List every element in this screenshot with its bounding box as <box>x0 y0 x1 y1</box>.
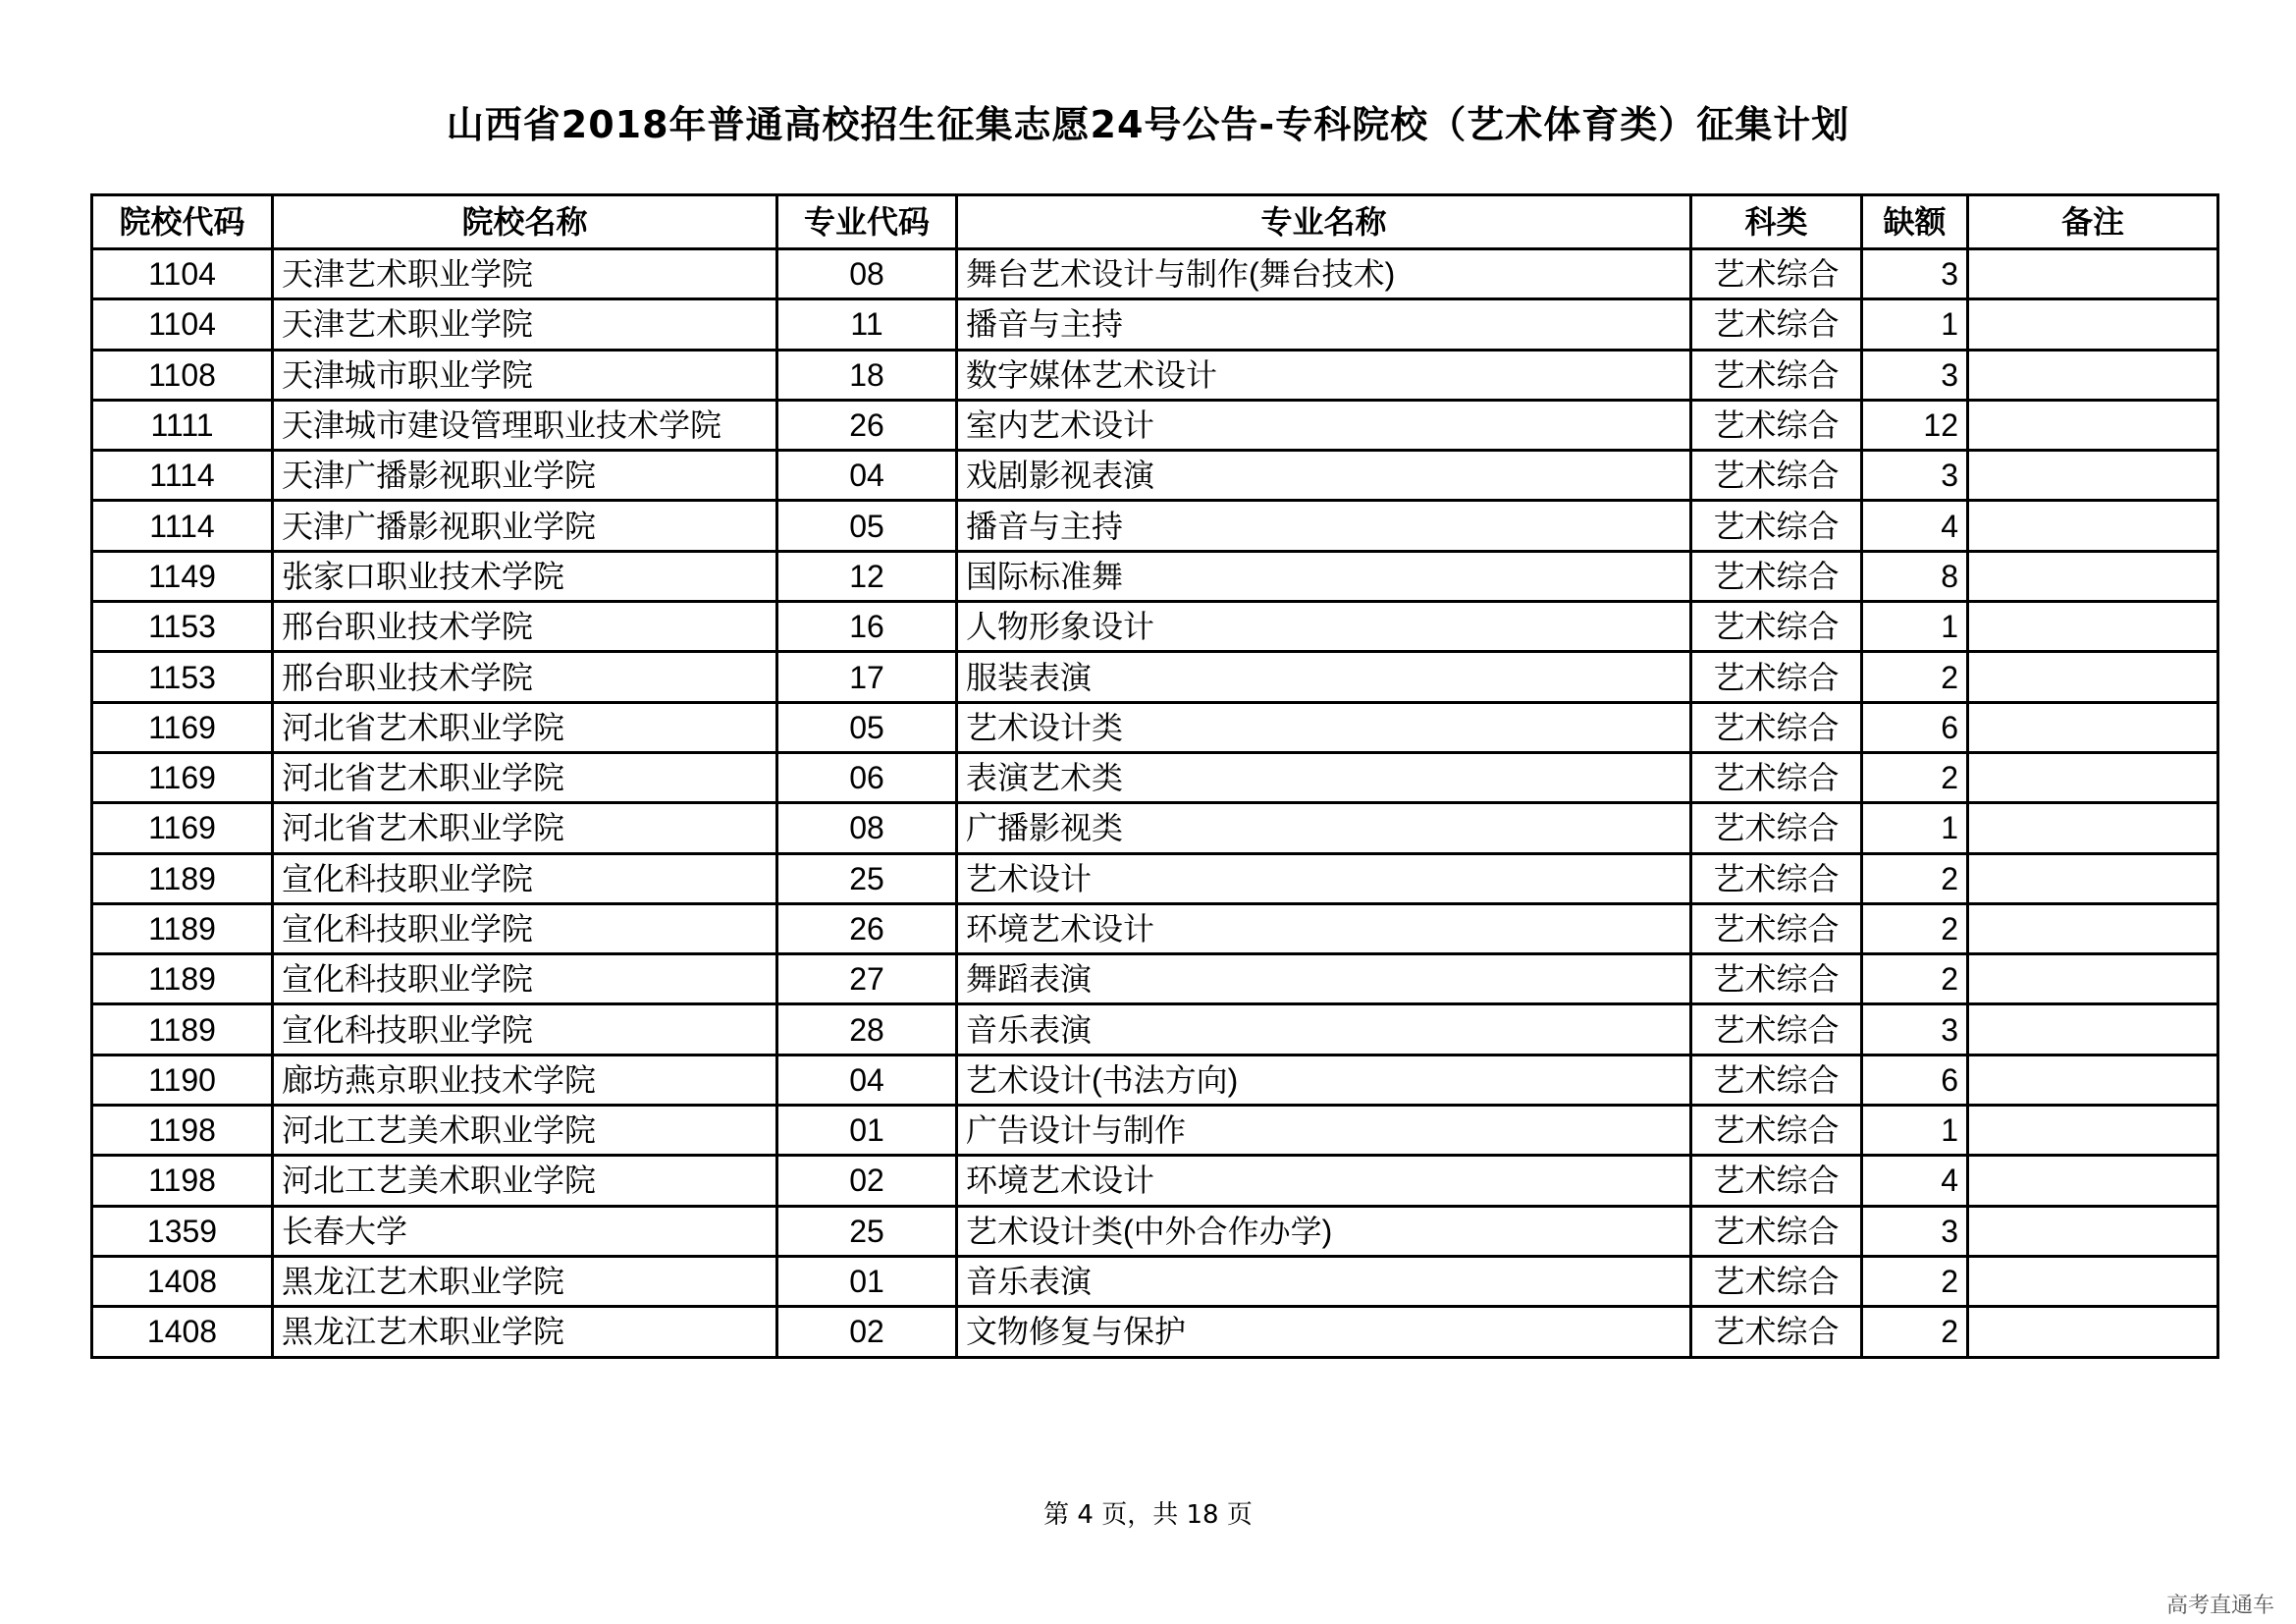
cell-major-code: 05 <box>777 501 957 551</box>
cell-category: 艺术综合 <box>1691 803 1862 853</box>
cell-major-name: 艺术设计类 <box>957 702 1691 752</box>
cell-vacancy: 12 <box>1862 400 1968 450</box>
table-row <box>92 602 2218 652</box>
cell-major-code: 05 <box>777 702 957 752</box>
cell-vacancy: 2 <box>1862 652 1968 702</box>
cell-major-code: 01 <box>777 1106 957 1156</box>
cell-major-code: 02 <box>777 1156 957 1206</box>
cell-remark <box>1968 954 2218 1004</box>
table-row <box>92 903 2218 953</box>
table-row <box>92 954 2218 1004</box>
cell-school-name: 天津广播影视职业学院 <box>273 451 777 501</box>
table-row <box>92 702 2218 752</box>
cell-category: 艺术综合 <box>1691 1156 1862 1206</box>
cell-major-name: 舞蹈表演 <box>957 954 1691 1004</box>
cell-school-code: 1189 <box>92 853 273 903</box>
cell-school-code: 1189 <box>92 954 273 1004</box>
cell-major-name: 人物形象设计 <box>957 602 1691 652</box>
cell-school-name: 黑龙江艺术职业学院 <box>273 1307 777 1357</box>
cell-vacancy: 1 <box>1862 602 1968 652</box>
cell-vacancy: 1 <box>1862 803 1968 853</box>
cell-remark <box>1968 249 2218 299</box>
table-row <box>92 451 2218 501</box>
cell-vacancy: 3 <box>1862 350 1968 400</box>
cell-school-name: 宣化科技职业学院 <box>273 954 777 1004</box>
cell-vacancy: 4 <box>1862 1156 1968 1206</box>
cell-category: 艺术综合 <box>1691 299 1862 350</box>
cell-major-name: 广播影视类 <box>957 803 1691 853</box>
cell-school-name: 天津广播影视职业学院 <box>273 501 777 551</box>
table-row <box>92 1004 2218 1055</box>
cell-remark <box>1968 853 2218 903</box>
cell-remark <box>1968 752 2218 802</box>
cell-school-name: 宣化科技职业学院 <box>273 1004 777 1055</box>
cell-school-name: 天津艺术职业学院 <box>273 249 777 299</box>
cell-major-name: 音乐表演 <box>957 1256 1691 1306</box>
cell-major-code: 08 <box>777 249 957 299</box>
cell-category: 艺术综合 <box>1691 1106 1862 1156</box>
cell-category: 艺术综合 <box>1691 501 1862 551</box>
cell-major-name: 环境艺术设计 <box>957 903 1691 953</box>
header-vacancy: 缺额 <box>1862 195 1968 249</box>
document-title: 山西省2018年普通高校招生征集志愿24号公告-专科院校（艺术体育类）征集计划 <box>446 103 1850 146</box>
cell-vacancy: 2 <box>1862 954 1968 1004</box>
cell-category: 艺术综合 <box>1691 652 1862 702</box>
cell-major-code: 04 <box>777 451 957 501</box>
cell-major-code: 06 <box>777 752 957 802</box>
page-number: 第 4 页，共 18 页 <box>1043 1500 1253 1530</box>
cell-category: 艺术综合 <box>1691 853 1862 903</box>
cell-school-name: 邢台职业技术学院 <box>273 602 777 652</box>
cell-school-code: 1114 <box>92 451 273 501</box>
table-row <box>92 501 2218 551</box>
table-row <box>92 350 2218 400</box>
cell-major-name: 表演艺术类 <box>957 752 1691 802</box>
cell-remark <box>1968 350 2218 400</box>
cell-vacancy: 2 <box>1862 853 1968 903</box>
cell-category: 艺术综合 <box>1691 954 1862 1004</box>
table-row <box>92 803 2218 853</box>
cell-school-code: 1104 <box>92 299 273 350</box>
cell-major-code: 26 <box>777 400 957 450</box>
cell-school-name: 河北省艺术职业学院 <box>273 752 777 802</box>
cell-remark <box>1968 1307 2218 1357</box>
cell-school-name: 河北省艺术职业学院 <box>273 702 777 752</box>
cell-category: 艺术综合 <box>1691 903 1862 953</box>
cell-major-code: 18 <box>777 350 957 400</box>
cell-school-code: 1153 <box>92 652 273 702</box>
header-major-name: 专业名称 <box>957 195 1691 249</box>
table-row <box>92 1307 2218 1357</box>
header-school-code: 院校代码 <box>92 195 273 249</box>
cell-vacancy: 3 <box>1862 1206 1968 1256</box>
cell-remark <box>1968 1156 2218 1206</box>
cell-remark <box>1968 1106 2218 1156</box>
cell-school-code: 1359 <box>92 1206 273 1256</box>
cell-school-code: 1169 <box>92 702 273 752</box>
cell-remark <box>1968 702 2218 752</box>
cell-remark <box>1968 551 2218 601</box>
cell-school-name: 邢台职业技术学院 <box>273 652 777 702</box>
cell-major-name: 文物修复与保护 <box>957 1307 1691 1357</box>
cell-vacancy: 4 <box>1862 501 1968 551</box>
cell-school-name: 宣化科技职业学院 <box>273 853 777 903</box>
cell-major-code: 11 <box>777 299 957 350</box>
table-row <box>92 652 2218 702</box>
cell-vacancy: 2 <box>1862 752 1968 802</box>
cell-major-name: 播音与主持 <box>957 501 1691 551</box>
cell-school-code: 1104 <box>92 249 273 299</box>
cell-remark <box>1968 1004 2218 1055</box>
cell-major-name: 舞台艺术设计与制作(舞台技术) <box>957 249 1691 299</box>
cell-school-name: 张家口职业技术学院 <box>273 551 777 601</box>
cell-category: 艺术综合 <box>1691 451 1862 501</box>
table-row <box>92 1256 2218 1306</box>
cell-remark <box>1968 400 2218 450</box>
cell-school-name: 天津艺术职业学院 <box>273 299 777 350</box>
cell-category: 艺术综合 <box>1691 551 1862 601</box>
cell-major-code: 16 <box>777 602 957 652</box>
cell-major-name: 环境艺术设计 <box>957 1156 1691 1206</box>
cell-category: 艺术综合 <box>1691 1055 1862 1105</box>
cell-category: 艺术综合 <box>1691 752 1862 802</box>
cell-remark <box>1968 501 2218 551</box>
table-row <box>92 853 2218 903</box>
cell-school-code: 1153 <box>92 602 273 652</box>
cell-vacancy: 2 <box>1862 1307 1968 1357</box>
cell-major-name: 服装表演 <box>957 652 1691 702</box>
cell-school-code: 1189 <box>92 1004 273 1055</box>
header-school-name: 院校名称 <box>273 195 777 249</box>
cell-vacancy: 2 <box>1862 903 1968 953</box>
cell-major-code: 02 <box>777 1307 957 1357</box>
header-remark: 备注 <box>1968 195 2218 249</box>
cell-school-name: 天津城市建设管理职业技术学院 <box>273 400 777 450</box>
cell-school-code: 1190 <box>92 1055 273 1105</box>
cell-category: 艺术综合 <box>1691 1256 1862 1306</box>
cell-major-code: 26 <box>777 903 957 953</box>
table-row <box>92 1106 2218 1156</box>
cell-school-code: 1198 <box>92 1106 273 1156</box>
table-row <box>92 752 2218 802</box>
cell-vacancy: 6 <box>1862 702 1968 752</box>
table-header-row <box>92 195 2218 249</box>
cell-vacancy: 3 <box>1862 249 1968 299</box>
cell-major-name: 艺术设计类(中外合作办学) <box>957 1206 1691 1256</box>
cell-vacancy: 2 <box>1862 1256 1968 1306</box>
cell-major-code: 25 <box>777 853 957 903</box>
cell-school-name: 河北省艺术职业学院 <box>273 803 777 853</box>
cell-remark <box>1968 903 2218 953</box>
enrollment-plan-table <box>90 193 2219 1359</box>
cell-major-name: 音乐表演 <box>957 1004 1691 1055</box>
table-row <box>92 249 2218 299</box>
cell-category: 艺术综合 <box>1691 702 1862 752</box>
cell-major-code: 08 <box>777 803 957 853</box>
cell-category: 艺术综合 <box>1691 1004 1862 1055</box>
cell-major-name: 艺术设计 <box>957 853 1691 903</box>
cell-vacancy: 1 <box>1862 1106 1968 1156</box>
cell-school-name: 河北工艺美术职业学院 <box>273 1106 777 1156</box>
cell-major-name: 室内艺术设计 <box>957 400 1691 450</box>
cell-major-name: 数字媒体艺术设计 <box>957 350 1691 400</box>
cell-school-code: 1189 <box>92 903 273 953</box>
table-row <box>92 1055 2218 1105</box>
cell-school-code: 1108 <box>92 350 273 400</box>
cell-category: 艺术综合 <box>1691 350 1862 400</box>
cell-school-code: 1169 <box>92 752 273 802</box>
watermark: 高考直通车 <box>2165 1594 2274 1618</box>
header-category: 科类 <box>1691 195 1862 249</box>
cell-major-name: 戏剧影视表演 <box>957 451 1691 501</box>
cell-major-name: 艺术设计(书法方向) <box>957 1055 1691 1105</box>
cell-school-code: 1114 <box>92 501 273 551</box>
cell-major-code: 04 <box>777 1055 957 1105</box>
cell-school-code: 1149 <box>92 551 273 601</box>
cell-vacancy: 8 <box>1862 551 1968 601</box>
cell-category: 艺术综合 <box>1691 1206 1862 1256</box>
cell-vacancy: 6 <box>1862 1055 1968 1105</box>
table-row <box>92 1156 2218 1206</box>
cell-school-name: 长春大学 <box>273 1206 777 1256</box>
table-row <box>92 551 2218 601</box>
cell-remark <box>1968 1256 2218 1306</box>
cell-remark <box>1968 451 2218 501</box>
cell-category: 艺术综合 <box>1691 602 1862 652</box>
cell-major-name: 国际标准舞 <box>957 551 1691 601</box>
cell-school-name: 河北工艺美术职业学院 <box>273 1156 777 1206</box>
cell-school-code: 1111 <box>92 400 273 450</box>
cell-major-code: 28 <box>777 1004 957 1055</box>
cell-category: 艺术综合 <box>1691 400 1862 450</box>
cell-major-name: 播音与主持 <box>957 299 1691 350</box>
cell-remark <box>1968 299 2218 350</box>
cell-vacancy: 3 <box>1862 451 1968 501</box>
cell-school-code: 1198 <box>92 1156 273 1206</box>
table-row <box>92 400 2218 450</box>
cell-major-code: 01 <box>777 1256 957 1306</box>
table-body <box>92 249 2218 1358</box>
cell-remark <box>1968 652 2218 702</box>
cell-major-code: 25 <box>777 1206 957 1256</box>
cell-major-name: 广告设计与制作 <box>957 1106 1691 1156</box>
cell-school-code: 1408 <box>92 1256 273 1306</box>
cell-remark <box>1968 803 2218 853</box>
cell-major-code: 12 <box>777 551 957 601</box>
cell-major-code: 17 <box>777 652 957 702</box>
cell-remark <box>1968 1055 2218 1105</box>
cell-school-code: 1169 <box>92 803 273 853</box>
cell-vacancy: 1 <box>1862 299 1968 350</box>
cell-vacancy: 3 <box>1862 1004 1968 1055</box>
cell-school-name: 黑龙江艺术职业学院 <box>273 1256 777 1306</box>
table-row <box>92 1206 2218 1256</box>
cell-school-code: 1408 <box>92 1307 273 1357</box>
cell-major-code: 27 <box>777 954 957 1004</box>
cell-school-name: 廊坊燕京职业技术学院 <box>273 1055 777 1105</box>
cell-school-name: 天津城市职业学院 <box>273 350 777 400</box>
header-major-code: 专业代码 <box>777 195 957 249</box>
cell-remark <box>1968 1206 2218 1256</box>
cell-remark <box>1968 602 2218 652</box>
table-row <box>92 299 2218 350</box>
cell-category: 艺术综合 <box>1691 249 1862 299</box>
cell-category: 艺术综合 <box>1691 1307 1862 1357</box>
cell-school-name: 宣化科技职业学院 <box>273 903 777 953</box>
